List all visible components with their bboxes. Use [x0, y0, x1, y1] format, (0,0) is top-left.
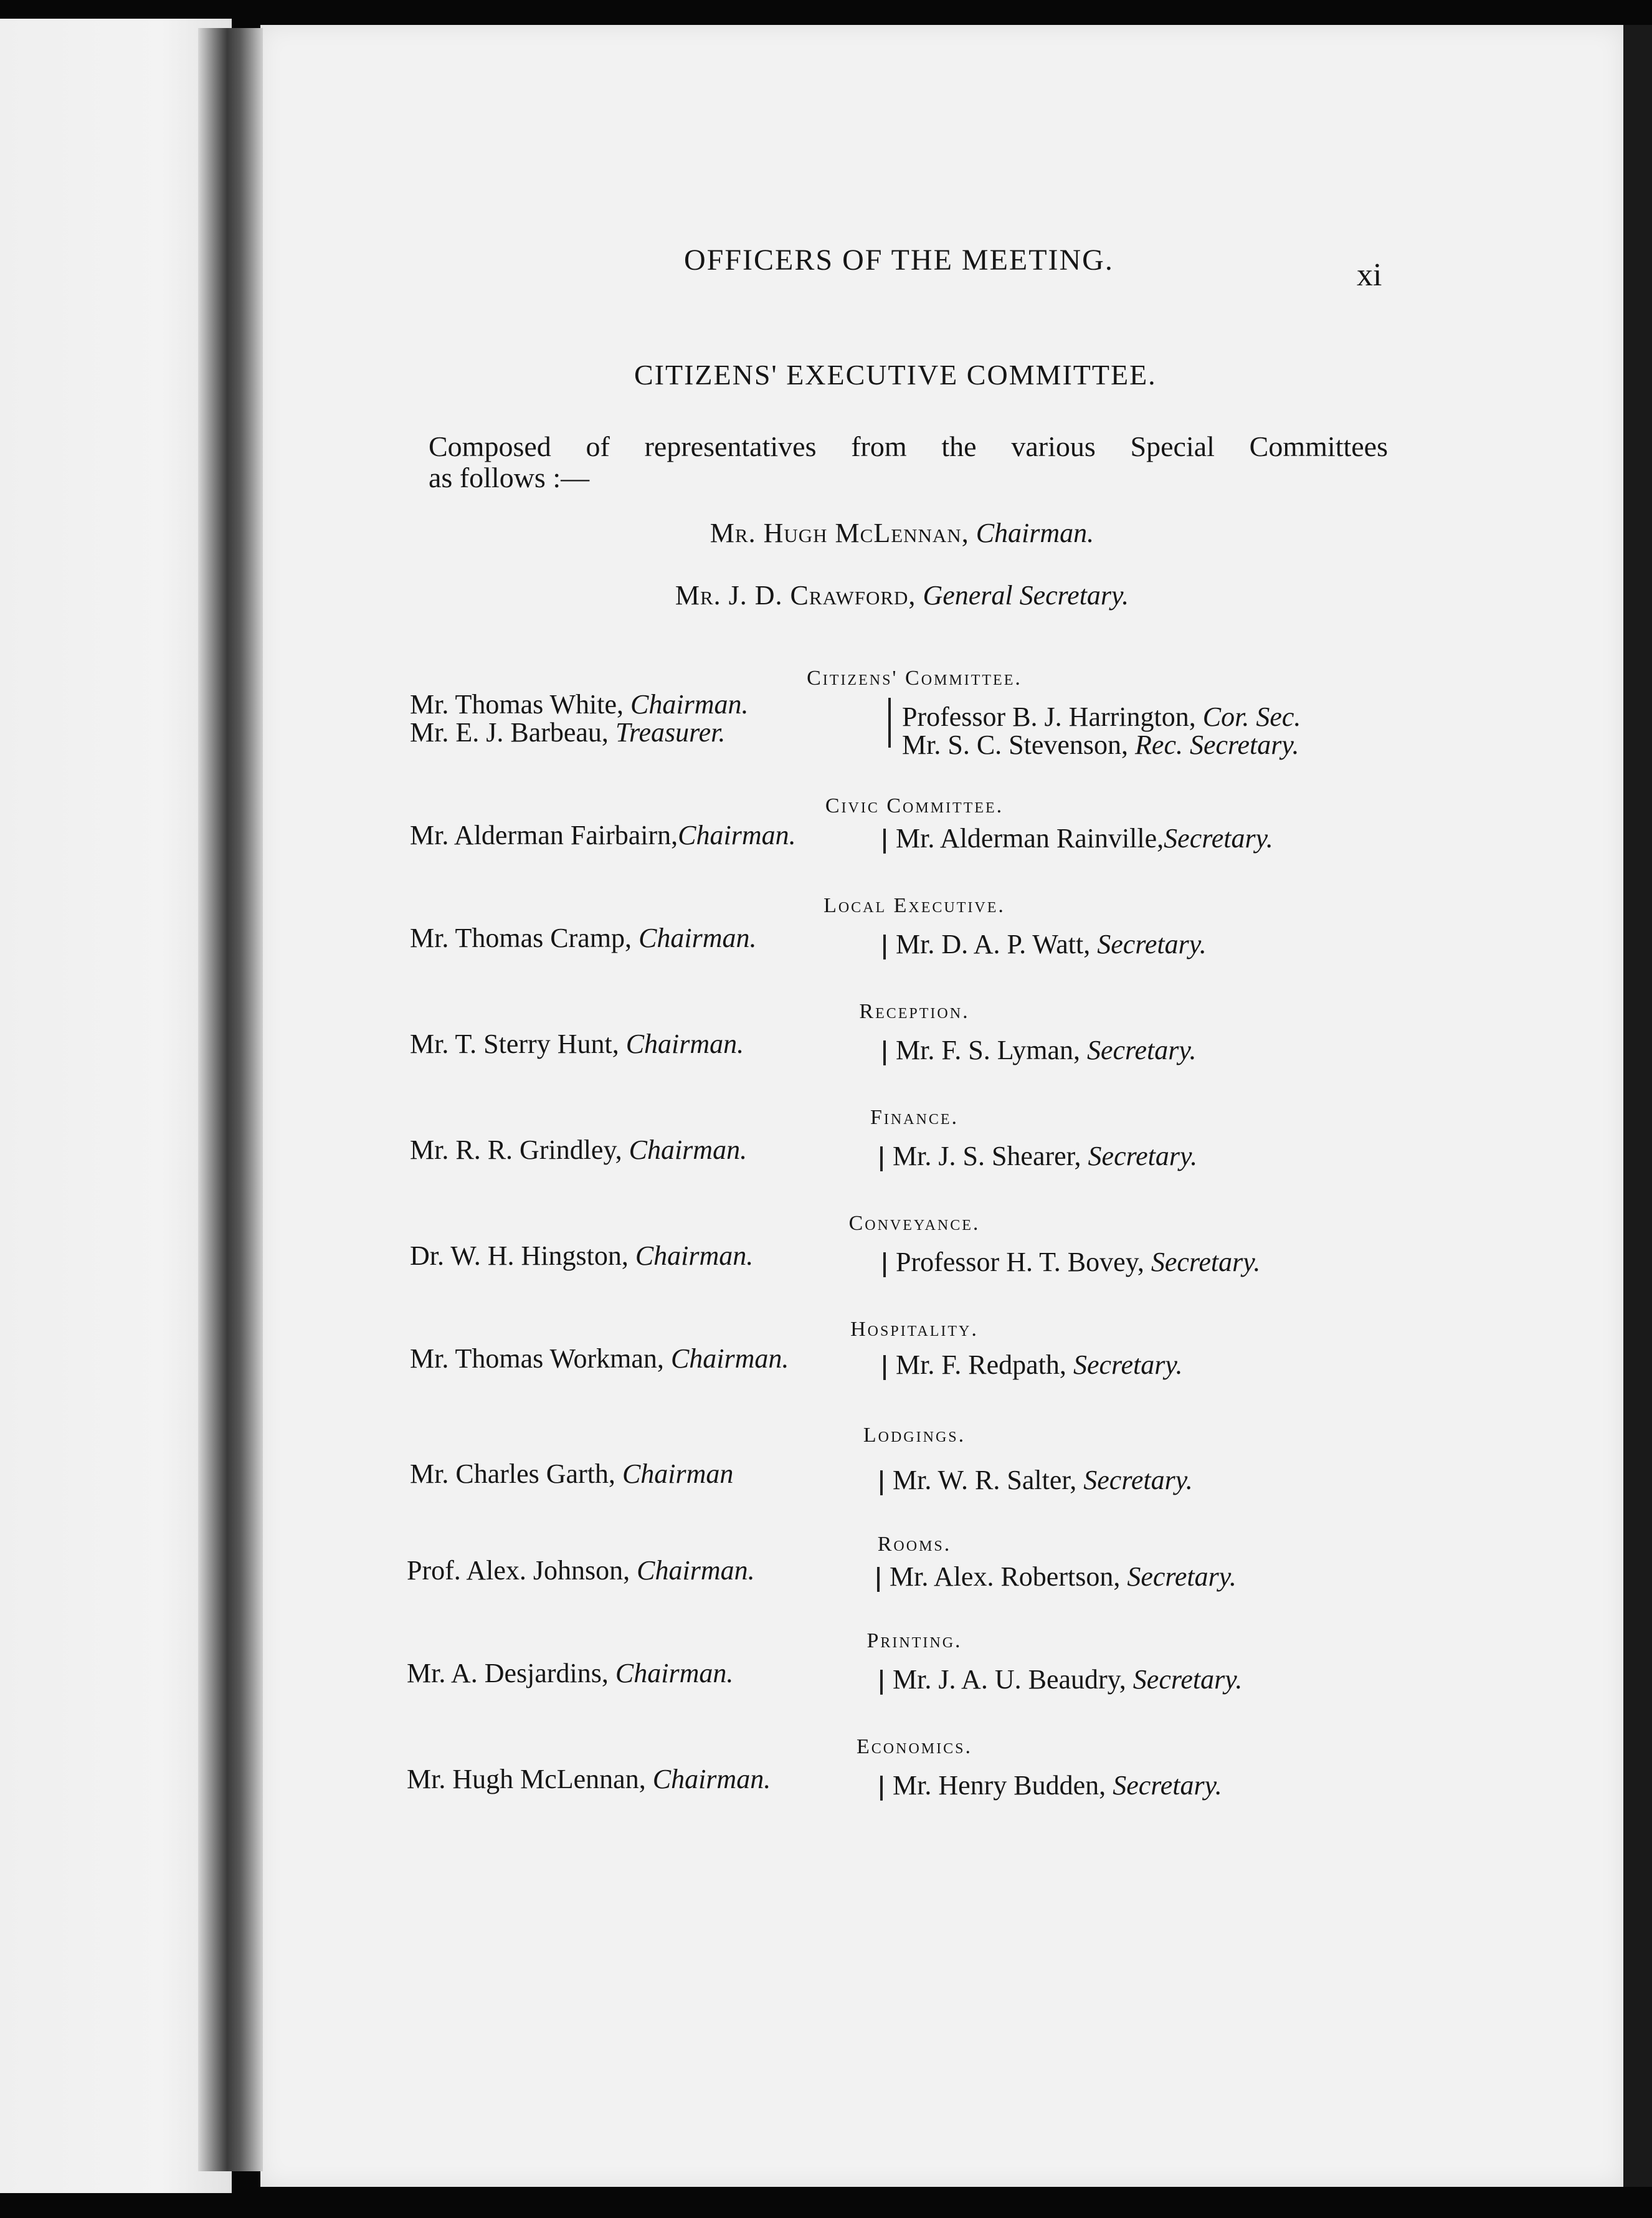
- officer-name: Mr. Hugh McLennan,: [407, 1764, 646, 1794]
- committee-officer: [893, 1140, 1197, 1172]
- officer-name: Dr. W. H. Hingston,: [410, 1240, 629, 1271]
- officer-role: Secretary.: [1088, 1141, 1198, 1171]
- officer-name: Mr. R. R. Grindley,: [410, 1135, 622, 1165]
- officer-role: Secretary.: [1151, 1247, 1261, 1277]
- officer-name: Mr. A. Desjardins,: [407, 1658, 609, 1688]
- officer-role: Rec. Secretary.: [1135, 730, 1299, 760]
- column-rule: [883, 1355, 886, 1380]
- committee-heading: Lodgings.: [863, 1424, 966, 1447]
- column-rule: [880, 1146, 883, 1171]
- general-secretary: [260, 579, 1544, 611]
- officer-role: Chairman.: [629, 1135, 748, 1165]
- general-secretary-role: General Secretary.: [923, 580, 1129, 611]
- officer-role: Chairman.: [638, 923, 757, 953]
- officer-name: Mr. F. S. Lyman,: [896, 1035, 1080, 1065]
- officer-role: Secretary.: [1083, 1465, 1193, 1495]
- officer-name: Professor H. T. Bovey,: [896, 1247, 1144, 1277]
- running-head: OFFICERS OF THE MEETING.: [684, 244, 1114, 277]
- column-rule: [877, 1567, 880, 1592]
- committee-heading: Hospitality.: [850, 1318, 979, 1341]
- officer-role: Chairman.: [615, 1658, 734, 1688]
- committee-officer: [893, 1464, 1193, 1496]
- officer-role: Cor. Sec.: [1202, 702, 1301, 732]
- committee-officer: [407, 1763, 771, 1795]
- general-chairman: [260, 517, 1544, 549]
- committee-heading: Conveyance.: [848, 1212, 980, 1235]
- officer-name: Mr. J. A. U. Beaudry,: [893, 1664, 1126, 1695]
- officer-name: Professor B. J. Harrington,: [902, 702, 1196, 732]
- committee-officer: [410, 716, 725, 748]
- page-number: xi: [1357, 257, 1382, 293]
- officer-name: Mr. Henry Budden,: [893, 1770, 1106, 1801]
- officer-role: Chairman.: [637, 1555, 755, 1586]
- committee-officer: [902, 701, 1301, 733]
- officer-name: Mr. Alderman Fairbairn,: [410, 820, 678, 850]
- officer-role: Chairman.: [630, 689, 749, 720]
- officer-name: Mr. W. R. Salter,: [893, 1465, 1077, 1495]
- officer-name: Mr. E. J. Barbeau,: [410, 717, 609, 748]
- committee-heading: Local Executive.: [824, 894, 1005, 917]
- officer-role: Chairman.: [635, 1240, 754, 1271]
- committee-heading: Rooms.: [877, 1533, 952, 1556]
- officer-role: Secretary.: [1097, 929, 1207, 959]
- column-rule: [883, 829, 886, 854]
- committee-heading: Reception.: [859, 1000, 970, 1023]
- officer-name: Prof. Alex. Johnson,: [407, 1555, 630, 1586]
- column-rule: [880, 1776, 883, 1801]
- officer-name: Mr. F. Redpath,: [896, 1349, 1066, 1380]
- officer-role: Chairman.: [625, 1029, 744, 1059]
- officer-role: Treasurer.: [615, 717, 726, 748]
- column-rule: [883, 1040, 886, 1065]
- book-gutter: [198, 28, 263, 2171]
- column-rule: [883, 935, 886, 959]
- committee-officer: [890, 1561, 1237, 1592]
- committee-officer: [896, 928, 1207, 960]
- general-chairman-name: Mr. Hugh McLennan,: [710, 518, 969, 548]
- officer-name: Mr. Charles Garth,: [410, 1459, 615, 1489]
- committee-officer: [410, 1458, 733, 1490]
- committee-officer: [896, 1349, 1182, 1381]
- committee-officer: [410, 1134, 747, 1166]
- officer-name: Mr. Alex. Robertson,: [890, 1561, 1121, 1592]
- committee-officer: [896, 1034, 1197, 1066]
- officer-role: Secretary.: [1086, 1035, 1197, 1065]
- column-rule: [883, 1252, 886, 1277]
- committee-officer: [410, 819, 796, 851]
- general-secretary-name: Mr. J. D. Crawford,: [675, 580, 916, 611]
- facing-page: [0, 19, 232, 2193]
- officer-name: Mr. Thomas Cramp,: [410, 923, 632, 953]
- page-content: [260, 25, 1623, 2187]
- column-rule: [880, 1470, 883, 1495]
- committee-officer: [410, 922, 757, 954]
- intro-line-1: Composed of representatives from the various Special Committees: [429, 431, 1388, 462]
- officer-role: Secretary.: [1164, 823, 1273, 854]
- officer-role: Chairman.: [678, 820, 796, 850]
- committee-heading: Finance.: [870, 1106, 959, 1129]
- officer-role: Secretary.: [1132, 1664, 1243, 1695]
- officer-role: Chairman.: [670, 1343, 789, 1374]
- intro-line-2: as follows :—: [429, 462, 590, 493]
- officer-name: Mr. S. C. Stevenson,: [902, 730, 1129, 760]
- column-rule: [880, 1670, 883, 1695]
- officer-name: Mr. Thomas Workman,: [410, 1343, 664, 1374]
- section-title: CITIZENS' EXECUTIVE COMMITTEE.: [634, 359, 1157, 391]
- officer-role: Secretary.: [1113, 1770, 1222, 1801]
- committee-heading: Printing.: [866, 1629, 962, 1652]
- scan-border: [1623, 25, 1652, 2187]
- committee-heading: Civic Committee.: [825, 794, 1004, 817]
- committee-heading: Economics.: [857, 1735, 972, 1758]
- committee-officer: [410, 688, 749, 720]
- officer-role: Chairman: [622, 1459, 734, 1489]
- officer-name: Mr. T. Sterry Hunt,: [410, 1029, 619, 1059]
- committee-officer: [896, 822, 1273, 854]
- column-rule: [888, 698, 891, 748]
- officer-name: Mr. Alderman Rainville,: [896, 823, 1164, 854]
- officer-role: Secretary.: [1073, 1349, 1183, 1380]
- officer-role: Secretary.: [1127, 1561, 1237, 1592]
- committee-officer: [410, 1343, 789, 1374]
- committee-officer: [407, 1657, 733, 1689]
- officer-role: Chairman.: [652, 1764, 771, 1794]
- officer-name: Mr. D. A. P. Watt,: [896, 929, 1091, 959]
- officer-name: Mr. Thomas White,: [410, 689, 624, 720]
- committee-officer: [407, 1554, 755, 1586]
- committee-officer: [410, 1028, 744, 1060]
- committee-officer: [410, 1240, 753, 1272]
- committee-heading: Citizens' Committee.: [807, 667, 1022, 690]
- general-chairman-role: Chairman.: [976, 518, 1094, 548]
- committee-officer: [893, 1769, 1222, 1801]
- committee-officer: [896, 1246, 1260, 1278]
- committee-officer: [893, 1664, 1242, 1695]
- committee-officer: [902, 729, 1299, 761]
- officer-name: Mr. J. S. Shearer,: [893, 1141, 1081, 1171]
